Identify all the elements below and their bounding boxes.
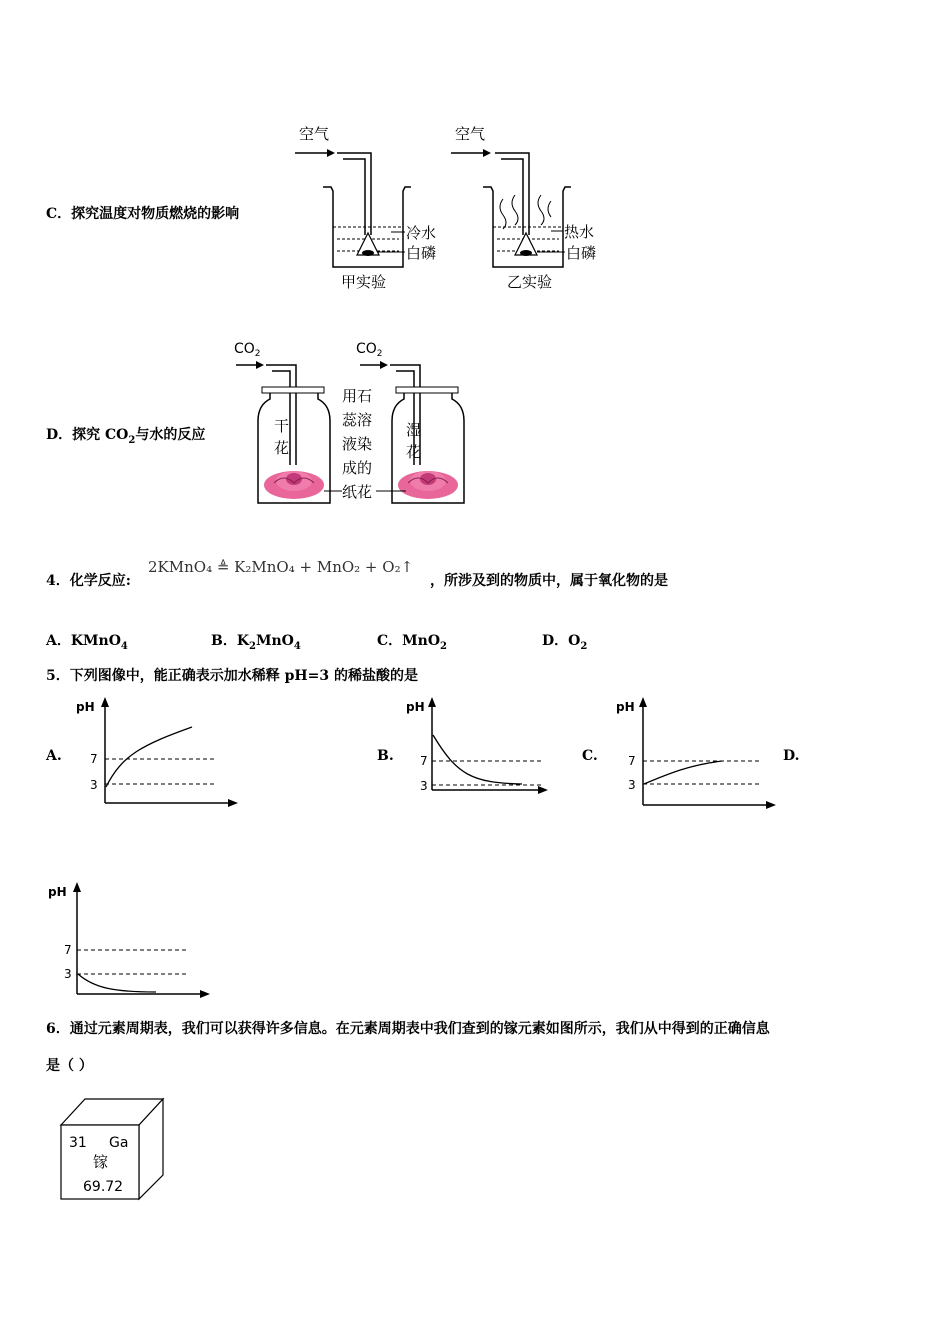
phosphorus-b [520,250,532,256]
wet-flower-char-1: 湿 [406,421,422,439]
co2-label-right: $CO_2$ [356,341,383,359]
q4-tail: ，所涉及到的物质中，属于氧化物的是 [430,573,668,589]
delivery-tube-a [337,153,371,235]
svg-text:pH: pH [48,885,67,899]
delivery-tube-b [495,153,529,235]
co2-label-left: $CO_2$ [234,341,261,359]
dry-flower-char-1: 干 [274,417,290,435]
burning-experiment-diagram [285,115,625,300]
ph-graph-a [72,695,242,810]
q6-stem-line2: 是（ ） [46,1058,93,1074]
jar-lid-left [262,387,324,393]
svg-text:蕊溶: 蕊溶 [342,411,373,429]
q5-option-a-label[interactable]: A. [46,748,62,764]
flower-left-icon [264,471,324,499]
q4-option-c[interactable]: C．MnO$_2$ [377,633,447,652]
phosphorus-a [362,250,374,256]
element-symbol: Ga [109,1135,129,1151]
q5-option-c-label[interactable]: C. [582,748,598,764]
q4-stem: 4．化学反应: [46,573,131,589]
svg-text:pH: pH [616,700,635,714]
arrow-head-b [483,149,491,157]
element-card [55,1095,170,1205]
svg-text:成的: 成的 [342,459,373,477]
svg-text:用石: 用石 [342,387,373,405]
dry-flower-char-2: 花 [274,439,290,457]
svg-text:7: 7 [90,752,98,766]
q4-option-b[interactable]: B．$K_2MnO_4$ [211,633,301,652]
q5-option-b-label[interactable]: B. [377,748,394,764]
svg-text:液染: 液染 [342,435,373,453]
q4-option-d[interactable]: D．$O_2$ [542,633,588,652]
option-c-label: C．探究温度对物质燃烧的影响 [46,206,240,222]
svg-text:3: 3 [628,778,636,792]
cold-water-label: 冷水 [406,224,437,242]
svg-text:3: 3 [420,779,428,793]
exp-b-label: 乙实验 [507,273,553,291]
hot-water-label: 热水 [564,223,595,241]
q4-option-a[interactable]: A．KMnO$_4$ [46,633,128,652]
ph-graph-b [402,695,572,810]
svg-text:7: 7 [64,943,72,957]
white-p-label-a: 白磷 [406,244,437,262]
atomic-mass: 69.72 [83,1179,124,1195]
svg-text:纸花: 纸花 [342,483,373,501]
white-p-label-b: 白磷 [566,244,597,262]
svg-text:3: 3 [64,967,72,981]
element-name: 镓 [93,1153,109,1171]
svg-text:pH: pH [76,700,95,714]
jar-lid-right [396,387,458,393]
svg-text:pH: pH [406,700,425,714]
exp-a-label: 甲实验 [341,273,387,291]
atomic-number: 31 [69,1135,87,1151]
svg-text:7: 7 [420,754,428,768]
air-label-b: 空气 [455,125,486,143]
ph-graph-c [610,695,780,810]
q4-equation: 2KMnO₄ ≜ K₂MnO₄ + MnO₂ + O₂↑ [148,558,414,576]
flower-right-icon [398,471,458,499]
q6-stem-line1: 6．通过元素周期表，我们可以获得许多信息。在元素周期表中我们查到的镓元素如图所示，我们从中得到的正确信息 [46,1021,770,1037]
air-label-a: 空气 [299,125,330,143]
svg-text:3: 3 [90,778,98,792]
wet-flower-char-2: 花 [406,443,422,461]
option-d-label: D．探究 $CO_2$与水的反应 [46,427,206,446]
co2-flower-diagram [230,335,470,510]
svg-text:7: 7 [628,754,636,768]
q5-option-d-label[interactable]: D. [783,748,800,764]
arrow-head-a [327,149,335,157]
q5-stem: 5．下列图像中，能正确表示加水稀释 pH=3 的稀盐酸的是 [46,668,418,684]
ph-graph-d [44,880,219,1005]
